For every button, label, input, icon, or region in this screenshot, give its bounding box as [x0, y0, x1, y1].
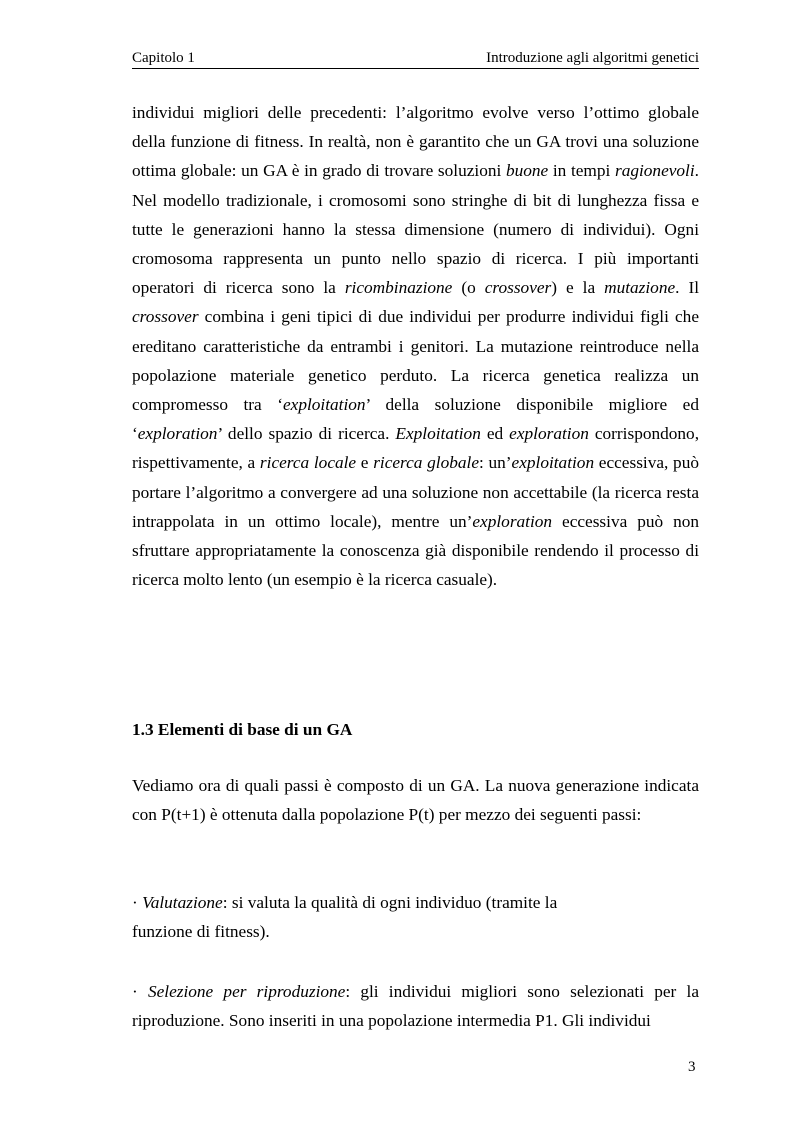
text-run: eccessiva, può portare l’algoritmo a convergere ad una soluzione non accettabile (la ricerca resta intrappolata in un ottimo locale), mentre un’	[132, 453, 699, 531]
section-heading: 1.3 Elementi di base di un GA	[132, 720, 353, 739]
text-run: . Il	[675, 278, 699, 298]
text-run: (o	[452, 278, 485, 298]
italic-term: Exploitation	[395, 424, 481, 444]
text-run: ·	[132, 982, 148, 1001]
running-title: Introduzione agli algoritmi genetici	[486, 50, 699, 66]
italic-term: ricerca globale	[373, 453, 479, 473]
chapter-label: Capitolo 1	[132, 50, 195, 66]
italic-term: exploration	[509, 424, 589, 444]
text-run: eccessiva può non sfruttare appropriatamente la conoscenza già disponibile rendendo il processo di ricerca molto lento (un esempio è la ricerca casuale).	[132, 511, 699, 590]
text-run: funzione di fitness).	[132, 922, 270, 942]
italic-term: ricombinazione	[344, 278, 453, 298]
body-paragraph-1	[132, 98, 699, 594]
text-run: : gli individui migliori sono selezionati per la riproduzione. Sono inseriti in una popolazione intermedia P1. Gli individui	[132, 982, 699, 1031]
italic-term: buone	[505, 161, 549, 181]
text-run: : un’	[478, 453, 512, 473]
italic-term: exploitation	[282, 395, 366, 415]
text-run: corrispondono, rispettivamente, a	[132, 424, 700, 473]
italic-term: ricerca locale	[259, 453, 357, 473]
text-run: ’ dello spazio di ricerca.	[217, 424, 396, 444]
text-run: individui migliori delle precedenti: l’algoritmo evolve verso l’ottimo globale della funzione di fitness. In realtà, non è garantito che un GA trovi una soluzione ottima globale: un GA è in grado di trovare soluzioni	[132, 103, 699, 181]
italic-term: crossover	[132, 307, 199, 327]
text-run: Vediamo ora di quali passi è composto di un GA. La nuova generazione indicata con P(t+1) è ottenuta dalla popolazione P(t) per mezzo dei seguenti passi:	[132, 776, 699, 825]
italic-term: exploitation	[511, 453, 595, 473]
text-run: in tempi	[548, 161, 615, 181]
italic-term: mutazione	[604, 278, 676, 298]
page-header	[132, 49, 699, 69]
text-run: ) e la	[551, 278, 605, 298]
body-paragraph-2	[132, 771, 699, 829]
text-run: combina i geni tipici di due individui per produrre individui figli che ereditano caratteristiche da entrambi i genitori. La mutazione reintroduce nella popolazione materiale genetico perduto. La ricerca genetica realizza un compromesso tra ‘	[132, 307, 699, 415]
page-number: 3	[688, 1059, 696, 1075]
italic-term: crossover	[484, 278, 552, 298]
italic-term: Valutazione	[142, 893, 223, 912]
bullet-selezione	[132, 977, 699, 1035]
text-run: . Nel modello tradizionale, i cromosomi sono stringhe di bit di lunghezza fissa e tutte le generazioni hanno la stessa dimensione (numero di individui). Ogni cromosoma rappresenta un punto nello spazio di ricerca. I più importanti operatori di ricerca sono la	[132, 161, 699, 298]
bullet-valutazione	[132, 888, 699, 946]
text-run: ’ della soluzione disponibile migliore ed ‘	[132, 395, 699, 444]
italic-term: exploration	[472, 511, 553, 531]
italic-term: exploration	[137, 424, 218, 444]
text-run: e	[356, 453, 374, 473]
text-run: ed	[480, 424, 510, 444]
italic-term: Selezione per riproduzione	[147, 982, 346, 1001]
text-run: : si valuta la qualità di ogni individuo (tramite la	[222, 893, 558, 912]
text-run: ·	[132, 893, 143, 912]
italic-term: ragionevoli	[614, 161, 695, 181]
